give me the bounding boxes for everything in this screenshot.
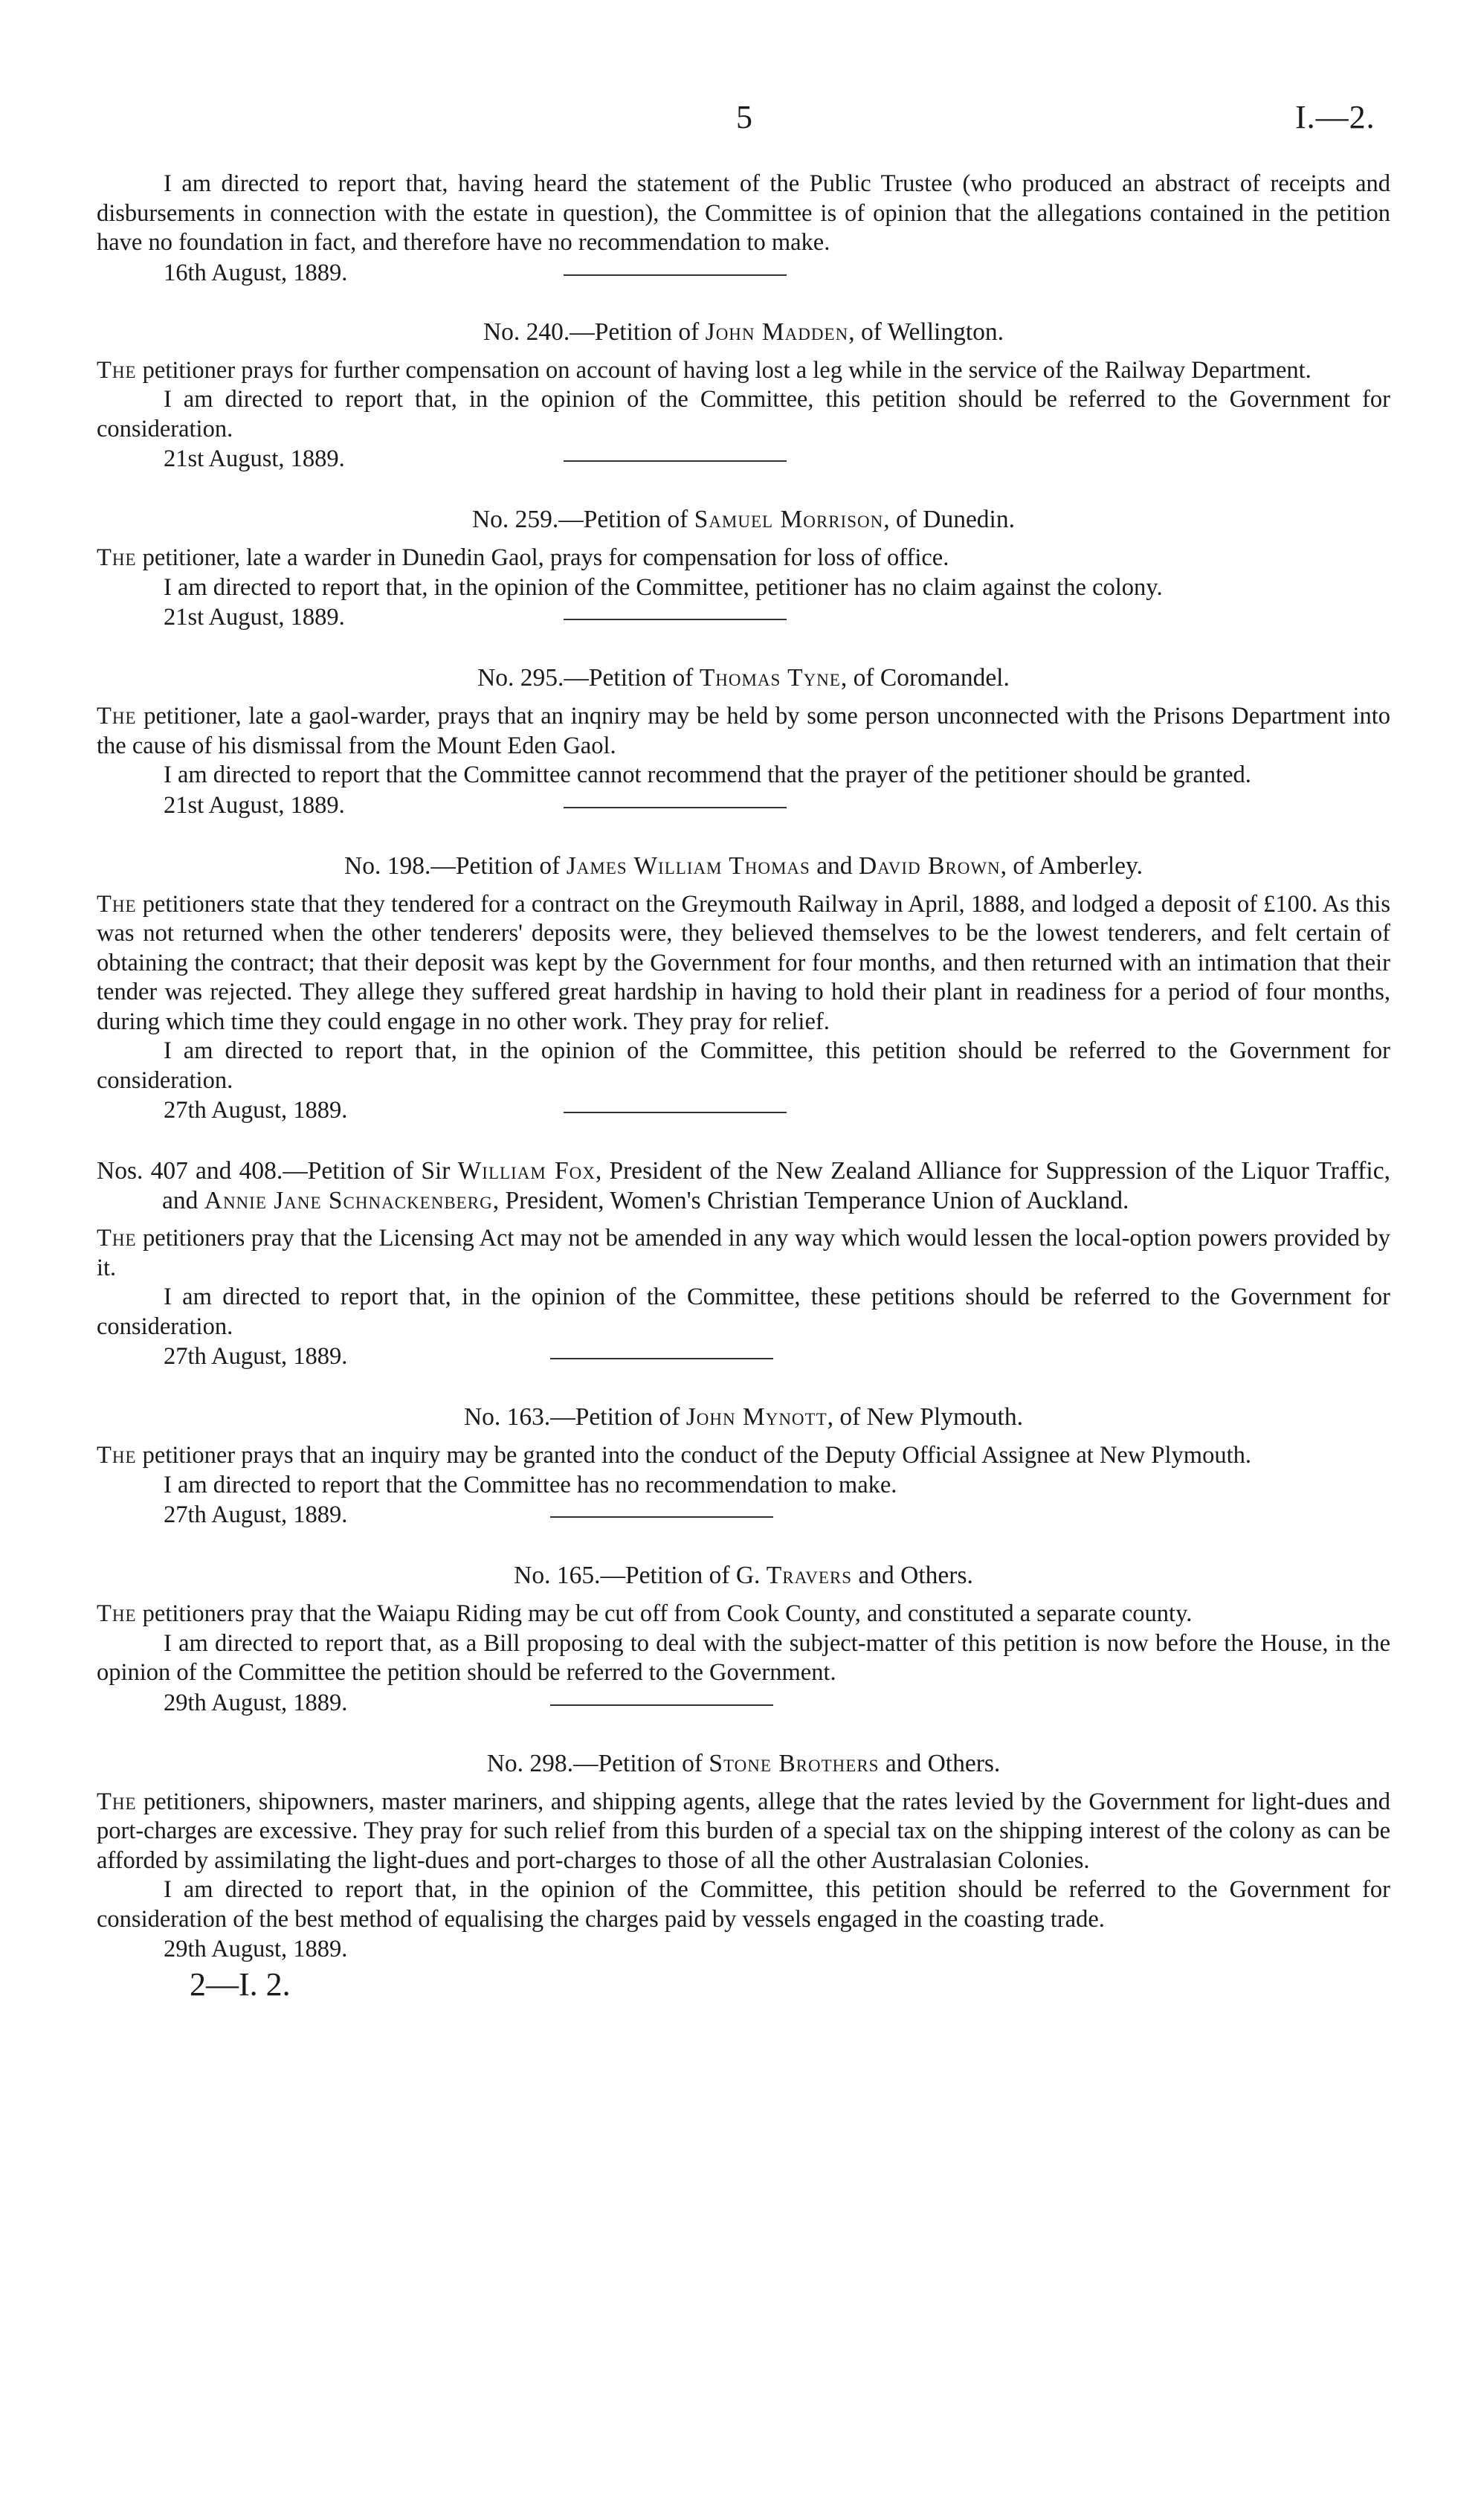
report-date	[97, 258, 1390, 288]
petition-prayer: The petitioners, shipowners, master mariners, and shipping agents, allege that the rates levied by the Government for light-dues and port-charges are excessive. They pray for such relief from this burden of a special tax on the shipping interest of the colony as can be afforded by assimilating the light-dues and port-charges to those of all the other Australasian Colonies.	[97, 1788, 1390, 1874]
date-text: 27th August, 1889.	[164, 1343, 348, 1370]
report-date	[97, 602, 1390, 632]
section-rule	[564, 807, 787, 808]
petition-heading: Nos. 407 and 408.—Petition of Sir William Fox, President of the New Zealand Alliance for Suppression of the Liquor Traffic, and Annie Jane Schnackenberg, President, Women's Christian Temperance Union of Auckland.	[97, 1157, 1390, 1214]
date-text: 29th August, 1889.	[164, 1689, 348, 1716]
section-rule	[564, 1112, 787, 1113]
report-paragraph: I am directed to report that the Committee has no recommendation to make.	[164, 1471, 897, 1498]
date-text: 27th August, 1889.	[164, 1097, 348, 1124]
report-date	[97, 1342, 1390, 1371]
report-date	[97, 1688, 1390, 1718]
date-text: 29th August, 1889.	[164, 1936, 348, 1962]
report-date	[97, 790, 1390, 820]
petition-heading: No. 198.—Petition of James William Thomas and David Brown, of Amberley.	[344, 851, 1143, 880]
report-date	[97, 1095, 1390, 1125]
page-number: 5	[736, 99, 752, 135]
petition-heading: No. 259.—Petition of Samuel Morrison, of Dunedin.	[471, 506, 1015, 533]
report-paragraph: I am directed to report that, as a Bill proposing to deal with the subject-matter of this petition is now before the House, in the opinion of the Committee the petition should be referred to the Government.	[97, 1629, 1390, 1686]
report-paragraph: I am directed to report that, in the opinion of the Committee, this petition should be referred to the Government for consideration of the best method of equalising the charges paid by vessels engaged in the coasting trade.	[97, 1876, 1390, 1933]
date-text: 27th August, 1889.	[164, 1501, 348, 1528]
report-date	[97, 1934, 1390, 1964]
date-text: 21st August, 1889.	[164, 791, 345, 819]
petition-heading: No. 295.—Petition of Thomas Tyne, of Coromandel.	[477, 664, 1010, 692]
signature-mark: 2—I. 2.	[190, 1966, 291, 2003]
section-rule	[550, 1704, 773, 1706]
report-date	[97, 1500, 1390, 1530]
section-rule	[550, 1358, 773, 1359]
date-text: 21st August, 1889.	[164, 445, 345, 472]
report-date	[97, 444, 1390, 474]
petition-heading: No. 298.—Petition of Stone Brothers and Others.	[486, 1749, 1001, 1777]
section-rule	[564, 460, 787, 462]
page-reference: I.—2.	[1295, 99, 1375, 135]
petition-prayer: The petitioner prays for further compensation on account of having lost a leg while in the service of the Railway Department.	[97, 356, 1312, 384]
report-paragraph: I am directed to report that the Committee cannot recommend that the prayer of the petitioner should be granted.	[164, 761, 1251, 788]
petition-prayer: The petitioner, late a warder in Dunedin Gaol, prays for compensation for loss of office.	[97, 544, 949, 571]
petition-heading: No. 240.—Petition of John Madden, of Wellington.	[483, 318, 1004, 346]
petition-prayer: The petitioner, late a gaol-warder, prays that an inqniry may be held by some person unconnected with the Prisons Department into the cause of his dismissal from the Mount Eden Gaol.	[97, 703, 1390, 759]
section-rule	[550, 1516, 773, 1518]
petition-prayer: The petitioner prays that an inquiry may be granted into the conduct of the Deputy Official Assignee at New Plymouth.	[97, 1442, 1251, 1469]
report-paragraph: I am directed to report that, having heard the statement of the Public Trustee (who produced an abstract of receipts and disbursements in connection with the estate in question), the Committee is of opinion that the allegations contained in the petition have no foundation in fact, and therefore have no recommendation to make.	[97, 170, 1390, 256]
petition-prayer: The petitioners pray that the Waiapu Riding may be cut off from Cook County, and constituted a separate county.	[97, 1600, 1193, 1627]
section-rule	[564, 619, 787, 620]
page-content	[97, 170, 1390, 2004]
report-paragraph: I am directed to report that, in the opinion of the Committee, petitioner has no claim against the colony.	[164, 573, 1163, 601]
petition-prayer: The petitioners state that they tendered for a contract on the Greymouth Railway in April, 1888, and lodged a deposit of £100. As this was not returned when the other tenderers' deposits were, they believed themselves to be the lowest tenderers, and felt certain of obtaining the contract; that their deposit was kept by the Government for four months, and then returned with an intimation that their tender was rejected. They allege they suffered great hardship in having to hold their plant in readiness for a period of four months, during which time they could engage in no other work. They pray for relief.	[97, 890, 1390, 1035]
petition-prayer: The petitioners pray that the Licensing Act may not be amended in any way which would lessen the local-option powers provided by it.	[97, 1225, 1390, 1281]
section-rule	[564, 274, 787, 276]
report-paragraph: I am directed to report that, in the opinion of the Committee, these petitions should be referred to the Government for consideration.	[97, 1284, 1390, 1340]
petition-heading: No. 165.—Petition of G. Travers and Others.	[514, 1562, 973, 1589]
date-text: 16th August, 1889.	[164, 259, 348, 286]
petition-heading: No. 163.—Petition of John Mynott, of New Plymouth.	[463, 1403, 1023, 1431]
report-paragraph: I am directed to report that, in the opinion of the Committee, this petition should be referred to the Government for consideration.	[97, 1037, 1390, 1094]
date-text: 21st August, 1889.	[164, 604, 345, 631]
report-paragraph: I am directed to report that, in the opinion of the Committee, this petition should be referred to the Government for consideration.	[97, 386, 1390, 442]
